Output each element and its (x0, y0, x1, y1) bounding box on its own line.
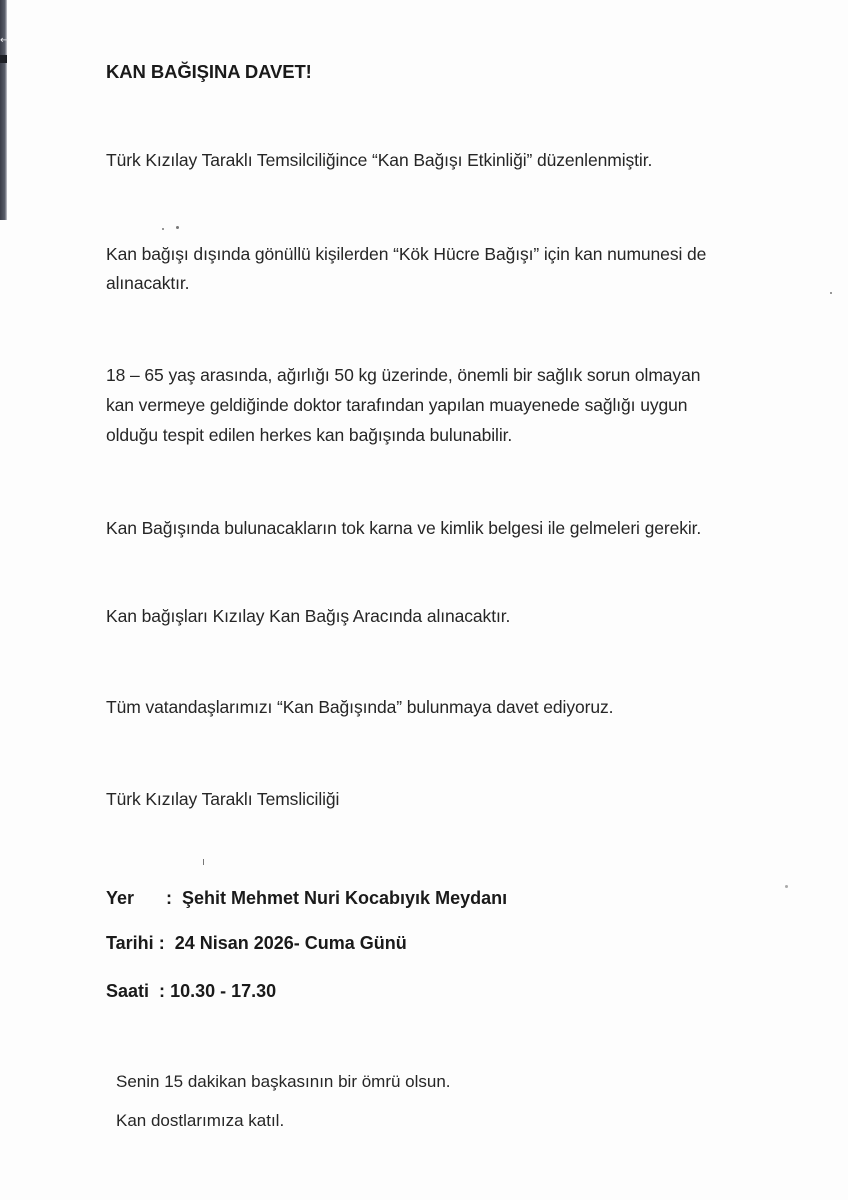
place-value: Şehit Mehmet Nuri Kocabıyık Meydanı (182, 888, 508, 908)
paragraph-vehicle: Kan bağışları Kızılay Kan Bağış Aracında alınacaktır. (106, 606, 511, 626)
scan-speck (176, 226, 179, 229)
paragraph-eligibility-line-1: 18 – 65 yaş arasında, ağırlığı 50 kg üzerinde, önemli bir sağlık sorun olmayan (106, 365, 701, 385)
detail-place (106, 886, 507, 910)
paragraph-requirements: Kan Bağışında bulunacakların tok karna ve kimlik belgesi ile gelmeleri gerekir. (106, 518, 702, 538)
scan-speck (162, 228, 164, 230)
footer-slogan-line-2: Kan dostlarımıza katıl. (116, 1111, 285, 1130)
signature-line: Türk Kızılay Taraklı Temsliciliği (106, 789, 340, 809)
scan-speck (785, 885, 788, 888)
scan-speck (830, 292, 832, 294)
detail-date (106, 931, 407, 955)
document-title: KAN BAĞIŞINA DAVET! (106, 61, 312, 82)
date-value: 24 Nisan 2026- Cuma Günü (174, 933, 407, 953)
scan-speck (203, 859, 204, 865)
paragraph-intro: Türk Kızılay Taraklı Temsilciliğince “Kan Bağışı Etkinliği” düzenlenmiştir. (106, 150, 653, 170)
paragraph-eligibility-line-3: olduğu tespit edilen herkes kan bağışında bulunabilir. (106, 425, 513, 445)
time-value: 10.30 - 17.30 (170, 981, 277, 1001)
paragraph-stem-cell-line-1: Kan bağışı dışında gönüllü kişilerden “Kök Hücre Bağışı” için kan numunesi de (106, 244, 707, 264)
place-separator: : (166, 888, 172, 908)
time-label: Saati (106, 981, 150, 1001)
detail-time (106, 979, 276, 1003)
paragraph-stem-cell-line-2: alınacaktır. (106, 273, 190, 293)
time-separator: : (159, 981, 166, 1001)
place-label: Yer (106, 888, 135, 908)
date-separator: : (158, 933, 165, 953)
paragraph-eligibility-line-2: kan vermeye geldiğinde doktor tarafından yapılan muayenede sağlığı uygun (106, 395, 688, 415)
date-label: Tarihi (106, 933, 154, 953)
arrow-left-icon: ← (0, 36, 8, 46)
scan-edge-strip (0, 0, 7, 220)
footer-slogan-line-1: Senin 15 dakikan başkasının bir ömrü olsun. (116, 1072, 451, 1091)
paragraph-invitation: Tüm vatandaşlarımızı “Kan Bağışında” bulunmaya davet ediyoruz. (106, 697, 614, 717)
